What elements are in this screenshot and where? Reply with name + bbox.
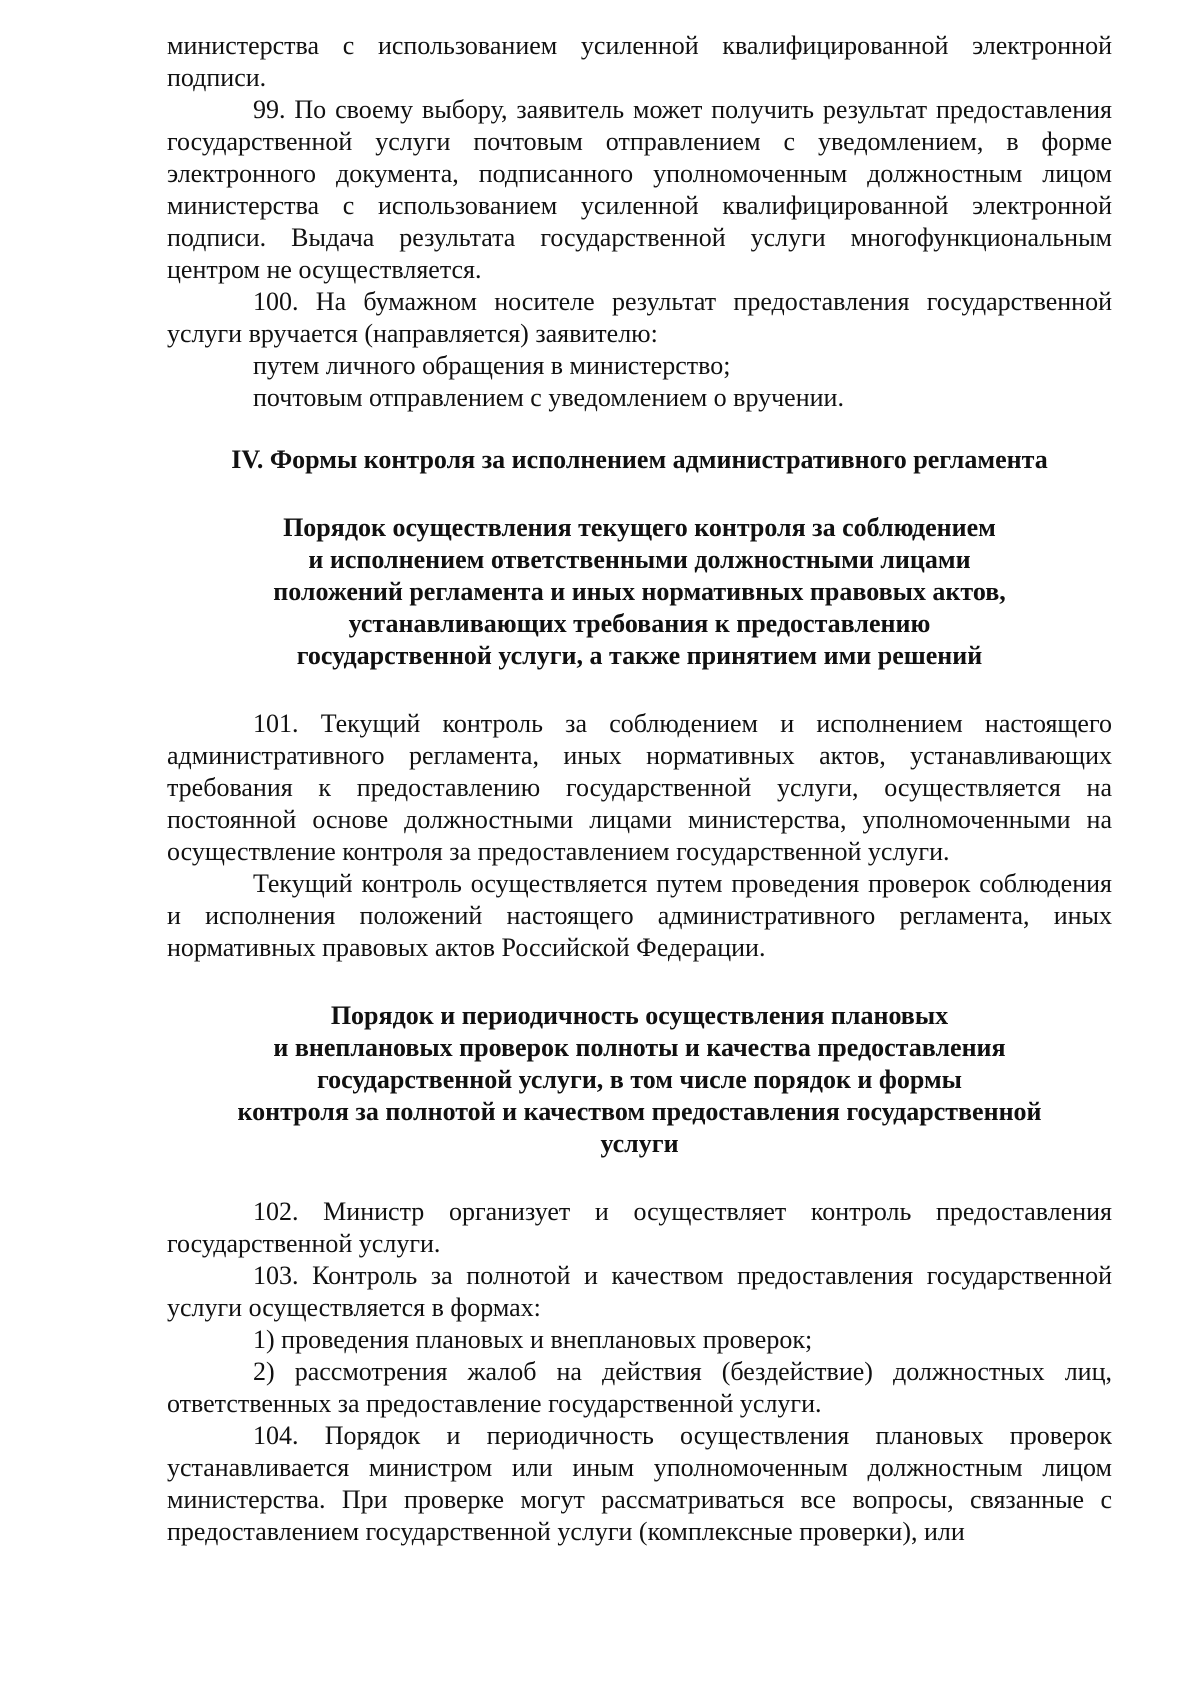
heading-line: государственной услуги, в том числе порядок и формы (317, 1065, 962, 1094)
paragraph-continuation: министерства с использованием усиленной квалифицированной электронной подписи. (167, 31, 1112, 92)
paragraph-103-item-2: 2) рассмотрения жалоб на действия (бездействие) должностных лиц, ответственных за предоставление государственной услуги. (167, 1357, 1112, 1418)
heading-line: услуги (600, 1129, 679, 1158)
heading-line: государственной услуги, а также принятием ими решений (296, 641, 983, 670)
paragraph-104: 104. Порядок и периодичность осуществления плановых проверок устанавливается министром или иным уполномоченным должностным лицом министерства. При проверке могут рассматриваться все вопросы, связанные с предоставлением государственной услуги (комплексные проверки), или (167, 1421, 1112, 1546)
paragraph-100-item-1: путем личного обращения в министерство; (253, 351, 731, 380)
heading-line: положений регламента и иных нормативных правовых актов, (273, 577, 1006, 606)
section-title: IV. Формы контроля за исполнением административного регламента (231, 445, 1048, 474)
paragraph-103-item-1: 1) проведения плановых и внеплановых проверок; (253, 1325, 813, 1354)
subsection-heading-current-control (167, 512, 1112, 672)
subsection-heading-inspections (167, 1000, 1112, 1160)
paragraph-99: 99. По своему выбору, заявитель может получить результат предоставления государственной услуги почтовым отправлением с уведомлением, в форме электронного документа, подписанного уполномоченным должностным лицом министерства с использованием усиленной квалифицированной электронной подписи. Выдача результата государственной услуги многофункциональным центром не осуществляется. (167, 95, 1112, 284)
paragraph-101: 101. Текущий контроль за соблюдением и исполнением настоящего административного регламента, иных нормативных актов, устанавливающих требования к предоставлению государственной услуги, осуществляется на постоянной основе должностными лицами министерства, уполномоченными на осуществление контроля за предоставлением государственной услуги. (167, 709, 1112, 866)
heading-line: устанавливающих требования к предоставлению (348, 609, 931, 638)
paragraph-102: 102. Министр организует и осуществляет контроль предоставления государственной услуги. (167, 1197, 1112, 1258)
paragraph-100-item-2: почтовым отправлением с уведомлением о вручении. (253, 383, 844, 412)
document-body (167, 30, 1112, 1548)
heading-line: Порядок осуществления текущего контроля за соблюдением (283, 513, 996, 542)
paragraph-100: 100. На бумажном носителе результат предоставления государственной услуги вручается (направляется) заявителю: (167, 287, 1112, 348)
heading-line: Порядок и периодичность осуществления плановых (330, 1001, 949, 1030)
paragraph-101-continued: Текущий контроль осуществляется путем проведения проверок соблюдения и исполнения положений настоящего административного регламента, иных нормативных правовых актов Российской Федерации. (167, 869, 1112, 962)
heading-line: и исполнением ответственными должностными лицами (308, 545, 971, 574)
heading-line: контроля за полнотой и качеством предоставления государственной (237, 1097, 1042, 1126)
paragraph-103: 103. Контроль за полнотой и качеством предоставления государственной услуги осуществляется в формах: (167, 1261, 1112, 1322)
heading-line: и внеплановых проверок полноты и качества предоставления (273, 1033, 1006, 1062)
